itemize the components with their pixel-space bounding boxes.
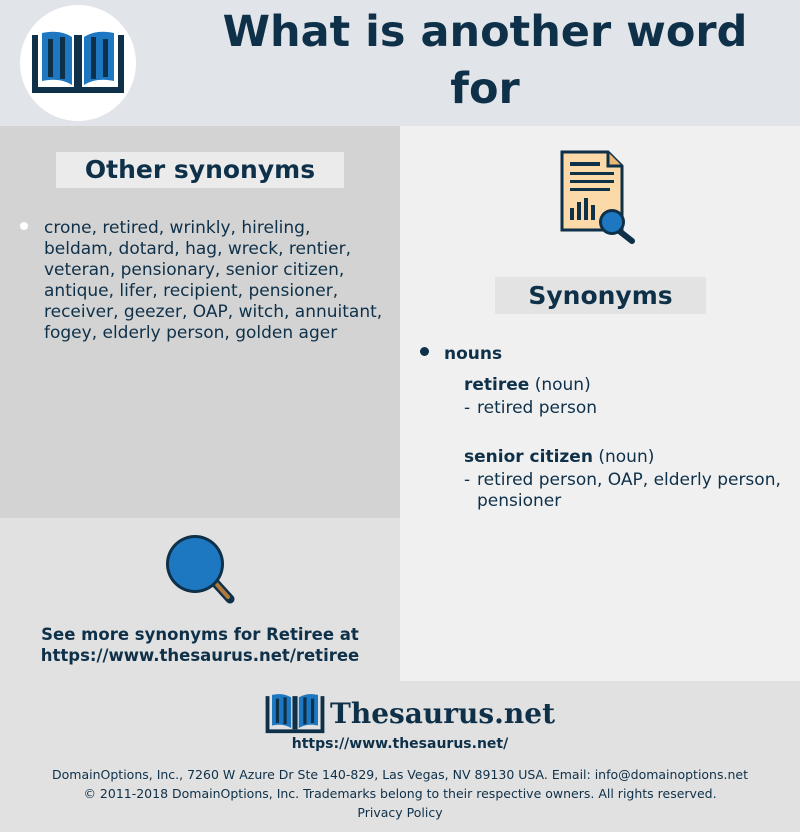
footer-copyright: © 2011-2018 DomainOptions, Inc. Trademarks belong to their respective owners. All rights reserved. [83, 786, 717, 801]
other-synonyms-list: crone, retired, wrinkly, hireling, beldam, dotard, hag, wreck, rentier, veteran, pensionary, senior citizen, antique, lifer, recipient, pensioner, receiver, geezer, OAP, witch, annuitant, fogey, elderly person, golden ager [44, 218, 383, 343]
page-title: What is another word for [222, 7, 748, 114]
book-logo-icon [264, 691, 326, 737]
footer-url-link[interactable]: https://www.thesaurus.net/ [291, 736, 509, 752]
privacy-policy-link[interactable]: Privacy Policy [357, 805, 443, 820]
header [0, 0, 800, 126]
magnifier-icon [162, 533, 238, 605]
document-search-icon [560, 150, 640, 244]
bullet-icon [420, 347, 429, 356]
synonym-entry [464, 375, 784, 419]
synonym-pos: (noun) [598, 447, 655, 467]
synonym-word[interactable]: senior citizen [464, 447, 593, 467]
other-synonyms-heading: Other synonyms [56, 152, 344, 188]
synonym-pos: (noun) [534, 375, 591, 395]
footer [0, 681, 800, 832]
brand-name: Thesaurus.net [330, 697, 555, 730]
see-more-link[interactable]: See more synonyms for Retiree at https://www.thesaurus.net/retiree [40, 625, 360, 665]
other-synonyms-panel [0, 126, 400, 518]
synonyms-panel [400, 126, 800, 681]
synonym-definition: retired person, OAP, elderly person, pensioner [477, 470, 781, 511]
book-logo-icon [32, 27, 124, 99]
definition-dash: - [464, 470, 471, 490]
synonym-word[interactable]: retiree [464, 375, 530, 395]
definition-dash: - [464, 398, 471, 418]
part-of-speech-heading: nouns [444, 344, 503, 364]
bullet-icon [20, 222, 28, 230]
footer-address: DomainOptions, Inc., 7260 W Azure Dr Ste 140-829, Las Vegas, NV 89130 USA. Email: info@domainoptions.net [52, 767, 748, 782]
see-more-panel [0, 518, 400, 681]
synonym-definition: retired person [477, 398, 598, 418]
synonyms-heading: Synonyms [495, 277, 706, 314]
site-logo[interactable] [20, 5, 136, 121]
synonym-entry [464, 447, 784, 512]
footer-brand[interactable] [264, 691, 555, 737]
